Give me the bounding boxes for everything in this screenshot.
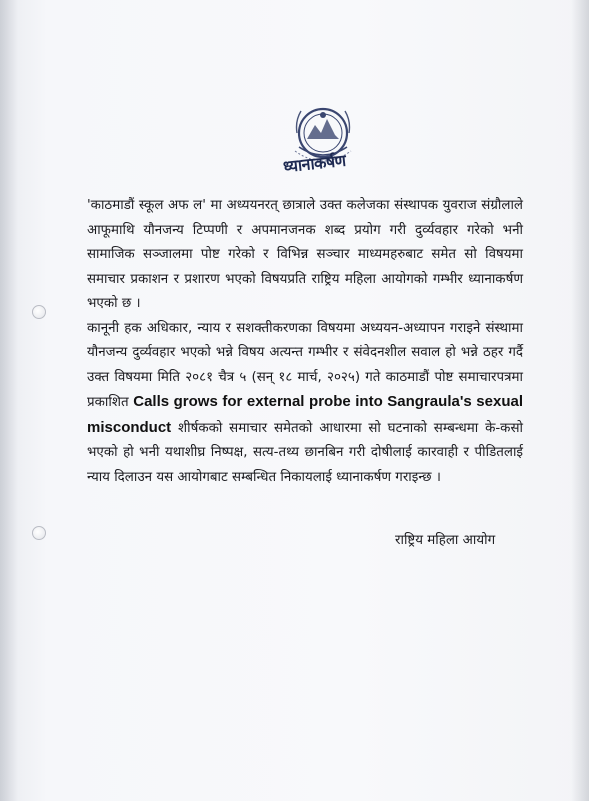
paragraph-2-intro: कानूनी हक अधिकार, न्याय र सशक्तीकरणका विषयमा अध्ययन-अध्यापन गराइने संस्थामा यौनजन्य दुर्व्यवहार भएको भन्ने विषय अत्यन्त गम्भीर र संवेदनशील सवाल हो भन्ने ठहर गर्दै उक्त विषयमा मिति २०८१ चैत्र ५ (सन् १८ मार्च, २०२५) गते काठमाडौं पोष्ट समाचारपत्रमा प्रकाशित (87, 320, 523, 410)
paragraph-2-closing: शीर्षकको समाचार समेतको आधारमा सो घटनाको सम्बन्धमा के-कसो भएको हो भनी यथाशीघ्र निष्पक्ष, सत्य-तथ्य छानबिन गरी दोषीलाई कारवाही र पीडितलाई न्याय दिलाउन यस आयोगबाट सम्बन्धित निकायलाई ध्यानाकर्षण गराइन्छ । (87, 420, 523, 485)
page-right-shadow (571, 0, 589, 801)
signature-commission: राष्ट्रिय महिला आयोग (395, 533, 496, 548)
punch-hole (32, 526, 46, 540)
news-headline: Calls grows for external probe into Sangraula's sexual misconduct (87, 393, 523, 436)
letter-body (87, 194, 523, 490)
page-left-shadow (0, 0, 18, 801)
punch-hole (32, 305, 46, 319)
paragraph-1: 'काठमाडौं स्कूल अफ ल' मा अध्ययनरत् छात्राले उक्त कलेजका संस्थापक युवराज संग्रौलाले आफूमाथि यौनजन्य टिप्पणी र अपमानजनक शब्द प्रयोग गरी दुर्व्यवहार गरेको भनी सामाजिक सञ्जालमा पोष्ट गरेको र विभिन्न सञ्चार माध्यमहरुबाट समेत सो विषयमा समाचार प्रकाशन र प्रशारण भएको विषयप्रति राष्ट्रिय महिला आयोगको गम्भीर ध्यानाकर्षण भएको छ । (87, 198, 523, 311)
seal-heading: ध्यानाकर्षण (282, 150, 347, 177)
paragraph-2 (87, 317, 523, 491)
